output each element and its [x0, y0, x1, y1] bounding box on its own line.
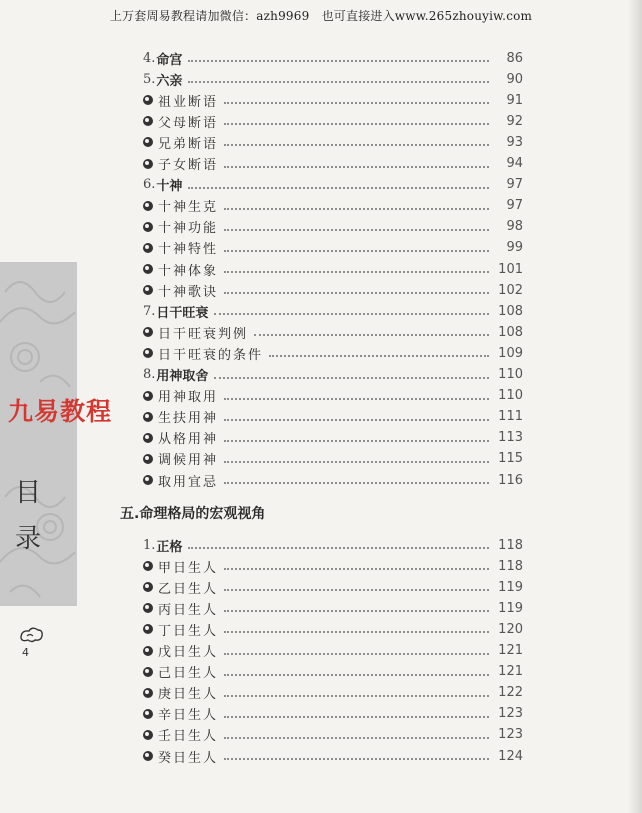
dot-leader	[224, 589, 489, 591]
toc-entry-label	[143, 386, 218, 405]
watermark: 九易教程	[8, 397, 113, 426]
dot-leader	[224, 482, 489, 484]
toc-subentry[interactable]	[143, 322, 523, 342]
toc-entry[interactable]	[143, 69, 523, 89]
toc-entry-label	[143, 175, 182, 194]
toc-entry-title: 调候用神	[158, 453, 219, 469]
toc-entry-label	[143, 407, 218, 426]
toc-entry-page: 116	[498, 472, 523, 488]
dot-leader	[224, 166, 489, 168]
toc-entry-page: 110	[498, 367, 523, 382]
toc-entry-label	[143, 49, 182, 68]
bullet-icon	[143, 264, 153, 274]
toc-entry-label	[143, 620, 218, 639]
bullet-icon	[143, 391, 153, 401]
bullet-icon	[143, 137, 153, 147]
toc-entry-title: 十神体象	[158, 263, 219, 279]
toc-entry-number: 1.	[143, 537, 156, 553]
bullet-icon	[143, 646, 153, 656]
toc-entry-page: 119	[498, 600, 523, 616]
side-title-char-1: 目	[14, 478, 41, 508]
toc-entry-page: 115	[498, 451, 523, 467]
toc-entry[interactable]	[143, 48, 523, 68]
toc-entry-page: 101	[498, 261, 523, 277]
toc-entry-label	[143, 91, 218, 110]
toc-entry-page: 124	[498, 748, 523, 764]
toc-subentry[interactable]	[143, 132, 523, 152]
toc-entry[interactable]	[143, 175, 523, 195]
toc-entry-page: 120	[498, 621, 523, 637]
toc-subentry[interactable]	[143, 598, 523, 618]
dot-leader	[224, 419, 489, 421]
toc-entry-label	[143, 323, 248, 342]
dot-leader	[224, 440, 489, 442]
page-fold-shadow	[628, 0, 642, 813]
toc-entry-label	[143, 725, 218, 744]
bullet-icon	[143, 348, 153, 358]
toc-subentry[interactable]	[143, 280, 523, 300]
toc-subentry[interactable]	[143, 556, 523, 576]
bullet-icon	[143, 95, 153, 105]
toc-subentry[interactable]	[143, 238, 523, 258]
toc-entry-label	[143, 217, 218, 236]
toc-entry-title: 壬日生人	[158, 729, 219, 745]
dot-leader	[188, 547, 489, 549]
toc-entry-number: 7.	[143, 303, 156, 319]
toc-entry-page: 94	[506, 156, 523, 171]
toc-entry-page: 118	[498, 558, 523, 574]
bullet-icon	[143, 561, 153, 571]
toc-entry-title: 日干旺衰判例	[158, 326, 249, 342]
bullet-icon	[143, 709, 153, 719]
toc-entry-title: 子女断语	[158, 158, 219, 173]
header-banner: 上万套周易教程请加微信：azh9969 也可直接进入www.265zhouyiw.com	[109, 9, 533, 23]
bullet-icon	[143, 433, 153, 443]
toc-entry-page: 99	[506, 240, 523, 256]
toc-entry-label	[143, 133, 218, 152]
dot-leader	[224, 102, 489, 104]
bullet-icon	[143, 116, 153, 126]
toc-entry-title: 父母断语	[158, 115, 219, 131]
bullet-icon	[143, 730, 153, 740]
toc-entry-title: 从格用神	[158, 432, 219, 448]
toc-entry-label	[143, 302, 208, 321]
toc-entry-title: 乙日生人	[158, 581, 219, 597]
toc-entry-title: 戊日生人	[158, 645, 219, 660]
toc-entry-label	[143, 662, 218, 681]
toc-entry-label	[143, 112, 218, 131]
toc-entry-page: 108	[498, 324, 523, 340]
toc-entry-page: 123	[498, 727, 523, 743]
toc-entry-page: 118	[498, 537, 523, 553]
toc-entry-label	[143, 641, 218, 660]
toc-entry[interactable]	[143, 365, 523, 385]
cloud-ornament-icon	[18, 626, 44, 644]
dot-leader	[269, 355, 489, 357]
toc-entry-label	[143, 578, 218, 597]
dot-leader	[188, 81, 489, 83]
toc-entry-label	[143, 471, 218, 490]
toc-entry-page: 121	[498, 664, 523, 680]
toc-subentry[interactable]	[143, 619, 523, 639]
dot-leader	[224, 631, 489, 633]
toc-entry-title: 甲日生人	[158, 560, 219, 576]
toc-entry-page: 108	[498, 303, 523, 319]
toc-subentry[interactable]	[143, 154, 523, 174]
toc-entry-title: 十神生克	[158, 200, 219, 216]
toc-entry-label	[143, 238, 218, 257]
toc-entry-page: 90	[506, 71, 523, 87]
toc-entry-label	[143, 281, 218, 300]
toc-entry-title: 十神	[156, 179, 183, 195]
dot-leader	[224, 123, 489, 125]
toc-entry-page: 122	[498, 685, 523, 701]
bullet-icon	[143, 624, 153, 634]
toc-entry-title: 命宫	[156, 52, 183, 68]
toc-entry-number: 6.	[143, 177, 156, 193]
toc-entry-title: 十神歌诀	[158, 284, 219, 300]
dot-leader	[224, 674, 489, 676]
bullet-icon	[143, 475, 153, 485]
dot-leader	[224, 398, 489, 400]
bullet-icon	[143, 285, 153, 295]
toc-entry-label	[143, 449, 218, 468]
dot-leader	[214, 313, 489, 315]
toc-subentry[interactable]	[143, 641, 523, 661]
toc-entry-label	[143, 557, 218, 576]
toc-entry-label	[143, 70, 182, 89]
section-heading: 五.命理格局的宏观视角	[120, 506, 266, 522]
toc-subentry[interactable]	[143, 196, 523, 216]
toc-entry-page: 123	[498, 706, 523, 722]
toc-entry-label	[143, 683, 218, 702]
toc-entry-page: 119	[498, 579, 523, 595]
dot-leader	[224, 695, 489, 697]
toc-subentry[interactable]	[143, 449, 523, 469]
dot-leader	[224, 229, 489, 231]
page-number: 4	[22, 646, 29, 659]
dot-leader	[188, 60, 489, 62]
toc-entry-label	[143, 154, 218, 173]
toc-entry-page: 97	[506, 177, 523, 193]
toc-entry-page: 86	[506, 50, 523, 66]
toc-entry-page: 110	[498, 388, 523, 404]
toc-entry-title: 己日生人	[158, 666, 219, 682]
toc-entry-page: 97	[506, 198, 523, 214]
toc-entry-title: 丁日生人	[158, 623, 219, 639]
bullet-icon	[143, 603, 153, 613]
bullet-icon	[143, 243, 153, 253]
toc-entry-label	[143, 428, 218, 447]
toc-subentry[interactable]	[143, 217, 523, 237]
dot-leader	[224, 144, 489, 146]
dot-leader	[224, 208, 489, 210]
toc-entry-page: 91	[506, 92, 523, 108]
toc-entry-title: 取用宜忌	[158, 474, 219, 490]
toc-subentry[interactable]	[143, 746, 523, 766]
bullet-icon	[143, 688, 153, 698]
bullet-icon	[143, 667, 153, 677]
toc-entry-title: 十神功能	[158, 221, 219, 237]
dot-leader	[224, 737, 489, 739]
toc-entry-title: 六亲	[156, 73, 183, 89]
toc-entry-label	[143, 365, 208, 384]
toc-entry-page: 109	[498, 345, 523, 361]
toc-entry-title: 生扶用神	[158, 411, 219, 427]
bullet-icon	[143, 454, 153, 464]
toc-entry-title: 辛日生人	[158, 708, 219, 724]
toc-entry-label	[143, 196, 218, 215]
bullet-icon	[143, 582, 153, 592]
toc-subentry[interactable]	[143, 577, 523, 597]
toc-entry-title: 兄弟断语	[158, 136, 219, 152]
toc-entry-label	[143, 536, 182, 555]
toc-entry-title: 日干旺衰的条件	[158, 347, 264, 363]
toc-entry-page: 113	[498, 430, 523, 446]
toc-entry-page: 92	[506, 113, 523, 129]
toc-subentry[interactable]	[143, 386, 523, 406]
toc-entry-title: 十神特性	[158, 242, 219, 258]
dot-leader	[188, 187, 489, 189]
toc-entry-number: 4.	[143, 50, 156, 66]
toc-entry-number: 8.	[143, 367, 156, 382]
dot-leader	[224, 610, 489, 612]
toc-entry-title: 庚日生人	[158, 687, 219, 703]
toc-subentry[interactable]	[143, 683, 523, 703]
bullet-icon	[143, 412, 153, 422]
bullet-icon	[143, 159, 153, 169]
toc-entry-title: 正格	[156, 539, 183, 555]
side-decor-panel	[0, 262, 77, 606]
toc-subentry[interactable]	[143, 90, 523, 110]
toc-subentry[interactable]	[143, 470, 523, 490]
toc-subentry[interactable]	[143, 343, 523, 363]
dot-leader	[224, 716, 489, 718]
toc-entry-page: 93	[506, 134, 523, 150]
dot-leader	[224, 758, 489, 760]
toc-entry-title: 祖业断语	[158, 94, 219, 110]
toc-entry[interactable]	[143, 535, 523, 555]
toc-entry-page: 102	[498, 282, 523, 298]
dot-leader	[224, 271, 489, 273]
dot-leader	[224, 292, 489, 294]
toc-entry-label	[143, 260, 218, 279]
toc-entry-label	[143, 344, 263, 363]
toc-entry-label	[143, 704, 218, 723]
toc-entry-title: 丙日生人	[158, 602, 219, 618]
toc-subentry[interactable]	[143, 662, 523, 682]
dot-leader	[254, 334, 489, 336]
dot-leader	[214, 377, 489, 379]
bullet-icon	[143, 222, 153, 232]
toc-subentry[interactable]	[143, 704, 523, 724]
toc-entry-title: 癸日生人	[158, 750, 219, 766]
toc-entry-page: 111	[498, 409, 523, 425]
dot-leader	[224, 653, 489, 655]
bullet-icon	[143, 201, 153, 211]
toc-entry-label	[143, 599, 218, 618]
toc-entry-page: 98	[506, 219, 523, 235]
toc-subentry[interactable]	[143, 407, 523, 427]
bullet-icon	[143, 327, 153, 337]
toc-subentry[interactable]	[143, 725, 523, 745]
toc-entry-title: 日干旺衰	[156, 305, 209, 321]
toc-entry[interactable]	[143, 301, 523, 321]
toc-subentry[interactable]	[143, 259, 523, 279]
dot-leader	[224, 250, 489, 252]
toc-entry-page: 121	[498, 643, 523, 658]
bullet-icon	[143, 751, 153, 761]
toc-subentry[interactable]	[143, 428, 523, 448]
dot-leader	[224, 461, 489, 463]
toc-entry-number: 5.	[143, 71, 156, 87]
toc-subentry[interactable]	[143, 111, 523, 131]
side-title-char-2: 录	[14, 524, 41, 554]
dot-leader	[224, 568, 489, 570]
toc-entry-title: 用神取舍	[156, 369, 209, 384]
toc-entry-label	[143, 747, 218, 766]
toc-entry-title: 用神取用	[158, 390, 219, 406]
